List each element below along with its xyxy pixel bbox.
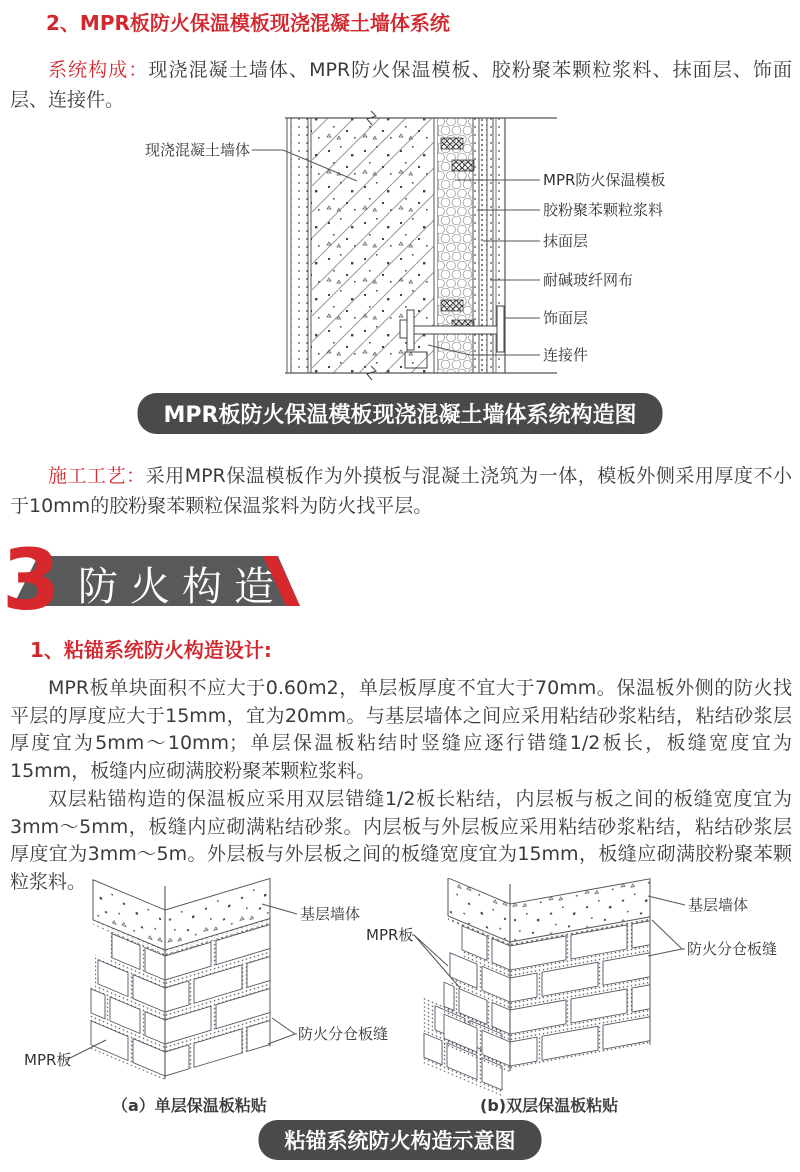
adhesive-block (441, 138, 463, 149)
process-paragraph (10, 461, 792, 521)
label-b-base-wall: 基层墙体 (688, 896, 749, 914)
composition-label: 系统构成： (48, 59, 149, 81)
label-polymer-mortar: 胶粉聚苯颗粒浆料 (543, 201, 664, 219)
section3-title: 防火构造 (78, 564, 286, 610)
diagram-a (24, 878, 388, 1115)
anchor-system-diagrams (0, 878, 800, 1122)
label-b-fire-seam: 防火分仓板缝 (687, 940, 778, 958)
anchor-diagram-caption-badge: 粘锚系统防火构造示意图 (259, 1120, 542, 1160)
diagram-b (366, 878, 777, 1115)
diagram-b-right-face (510, 879, 650, 1070)
mpr-board-layer (438, 118, 473, 373)
adhesive-block (441, 300, 463, 311)
process-text: 采用MPR保温模板作为外摸板与混凝土浇筑为一体，模板外侧采用厚度不小于10mm的胶粉聚苯颗粒保温浆料为防火找平层。 (10, 465, 792, 517)
label-concrete-wall: 现浇混凝土墙体 (145, 141, 251, 159)
caption-a: （a）单层保温板粘贴 (112, 1096, 267, 1115)
section3-banner (0, 531, 330, 629)
label-a-fire-seam: 防火分仓板缝 (298, 1025, 389, 1043)
section3-number: 3 (2, 531, 61, 629)
diagram-a-right-face (165, 879, 270, 1079)
label-finish-coat: 饰面层 (543, 309, 589, 327)
diagram-b-left-face (444, 878, 510, 1074)
render-coat-layer (479, 118, 487, 373)
label-b-mpr-board: MPR板 (366, 926, 414, 944)
design-paragraph-2: 双层粘锚构造的保温板应采用双层错缝1/2板长粘结，内层板与板之间的板缝宽度宜为3mm～5mm，板缝内应砌满粘结砂浆。内层板与外层板应采用粘结砂浆粘结，粘结砂浆层厚度宜为3mm～5m。外层板与外层板之间的板缝宽度宜为15mm，板缝应砌满胶粉聚苯颗粒浆料。 (10, 788, 792, 893)
label-a-base-wall: 基层墙体 (300, 905, 361, 923)
caption-b: (b)双层保温板粘贴 (480, 1096, 619, 1115)
composition-paragraph (10, 55, 792, 115)
wall-cross-section-diagram (0, 108, 800, 393)
label-mpr-board: MPR防火保温模板 (543, 171, 666, 189)
adhesive-block (452, 160, 474, 171)
wall-layers (285, 111, 557, 380)
label-a-mpr-board: MPR板 (24, 1051, 72, 1069)
section2-heading: 2、MPR板防火保温模板现浇混凝土墙体系统 (46, 11, 450, 35)
polymer-mortar-layer (473, 118, 479, 373)
section3-subheading: 1、粘锚系统防火构造设计: (30, 638, 272, 662)
process-label: 施工工艺： (48, 465, 146, 487)
inner-plaster-layer (291, 118, 308, 373)
wall-diagram-caption-badge: MPR板防火保温模板现浇混凝土墙体系统构造图 (138, 393, 663, 434)
design-paragraph-1: MPR板单块面积不应大于0.60m2，单层板厚度不宜大于70mm。保温板外侧的防火找平层的厚度应大于15mm，宜为20mm。与基层墙体之间应采用粘结砂浆粘结，粘结砂浆层厚度宜为5mm～10mm；单层保温板粘结时竖缝应逐行错缝1/2板长，板缝宽度宜为15mm，板缝内应砌满胶粉聚苯颗粒浆料。 (10, 677, 792, 782)
composition-text: 现浇混凝土墙体、MPR防火保温模板、胶粉聚苯颗粒浆料、抹面层、饰面层、连接件。 (10, 59, 792, 111)
label-connector: 连接件 (543, 346, 589, 364)
label-render-coat: 抹面层 (543, 232, 589, 250)
label-glass-mesh: 耐碱玻纤网布 (543, 271, 634, 289)
diagram-a-left-face (89, 878, 165, 1080)
